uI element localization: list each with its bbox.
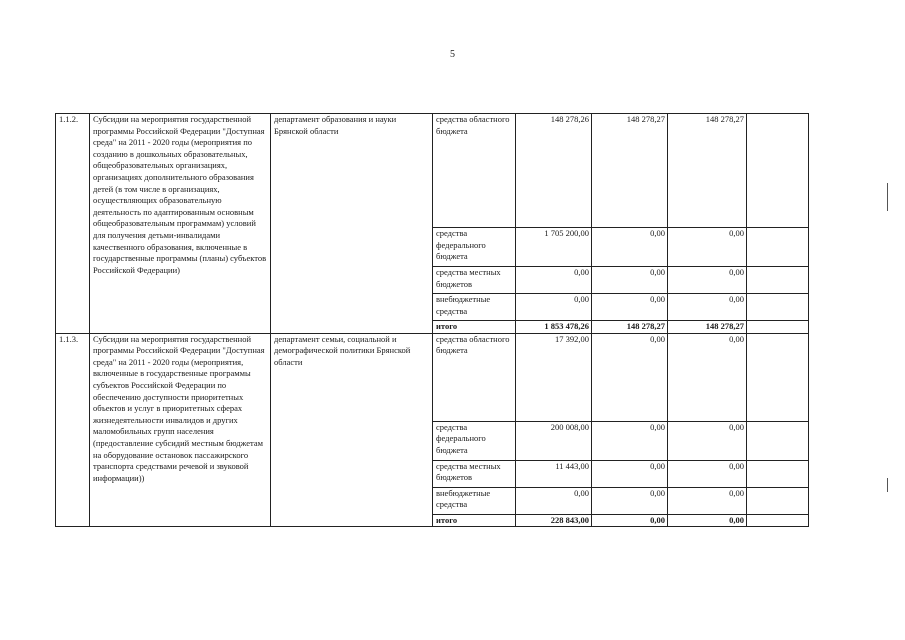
- total-amount-1: 1 853 478,26: [516, 321, 592, 334]
- measure-name: Субсидии на мероприятия государственной программы Российской Федерации "Доступная среда" на 2011 - 2020 годы (мероприятия по созданию в дошкольных образовательных, общеобразовательных организациях, организациях дополнительного образования детей (в том числе в организациях, осуществляющих образовательную деятельность по адаптированным основным общеобразовательным программам) условий для получения детьми-инвалидами качественного образования, включенные в государственные программы (планы) субъектов Российской Федерации): [90, 114, 271, 334]
- empty-cell: [747, 460, 809, 487]
- amount-2: 0,00: [592, 267, 668, 294]
- row-number: 1.1.3.: [56, 333, 90, 527]
- amount-2: 0,00: [592, 333, 668, 421]
- funding-source: средства федерального бюджета: [433, 421, 516, 460]
- executor: департамент образования и науки Брянской области: [271, 114, 433, 334]
- amount-2: 0,00: [592, 228, 668, 267]
- amount-1: 200 008,00: [516, 421, 592, 460]
- total-label: итого: [433, 514, 516, 527]
- measure-name: Субсидии на мероприятия государственной программы Российской Федерации "Доступная среда" на 2011 - 2020 годы (мероприятия, включенные в государственные программы субъектов Российской Федерации по обеспечению доступности приоритетных объектов и услуг в приоритетных сферах жизнедеятельности инвалидов и других маломобильных групп населения (предоставление субсидий местным бюджетам на оборудование остановок пассажирского транспорта средствами речевой и звуковой информации)): [90, 333, 271, 527]
- total-amount-1: 228 843,00: [516, 514, 592, 527]
- empty-cell: [747, 321, 809, 334]
- empty-cell: [747, 294, 809, 321]
- amount-1: 11 443,00: [516, 460, 592, 487]
- amount-3: 0,00: [668, 228, 747, 267]
- amount-2: 0,00: [592, 294, 668, 321]
- empty-cell: [747, 487, 809, 514]
- funding-source: средства местных бюджетов: [433, 460, 516, 487]
- amount-2: 0,00: [592, 460, 668, 487]
- empty-cell: [747, 267, 809, 294]
- empty-cell: [747, 333, 809, 421]
- amount-1: 0,00: [516, 294, 592, 321]
- funding-source: средства областного бюджета: [433, 333, 516, 421]
- amount-1: 148 278,26: [516, 114, 592, 228]
- total-amount-2: 0,00: [592, 514, 668, 527]
- empty-cell: [747, 514, 809, 527]
- amount-3: 0,00: [668, 460, 747, 487]
- amount-1: 17 392,00: [516, 333, 592, 421]
- total-amount-3: 148 278,27: [668, 321, 747, 334]
- total-label: итого: [433, 321, 516, 334]
- funding-source: внебюджетные средства: [433, 487, 516, 514]
- amount-3: 0,00: [668, 421, 747, 460]
- amount-2: 0,00: [592, 487, 668, 514]
- total-amount-3: 0,00: [668, 514, 747, 527]
- amount-2: 0,00: [592, 421, 668, 460]
- empty-cell: [747, 421, 809, 460]
- amount-3: 0,00: [668, 487, 747, 514]
- amount-2: 148 278,27: [592, 114, 668, 228]
- amount-3: 0,00: [668, 294, 747, 321]
- amount-3: 0,00: [668, 333, 747, 421]
- amount-1: 0,00: [516, 267, 592, 294]
- table-row: [56, 333, 809, 421]
- empty-cell: [747, 114, 809, 228]
- empty-cell: [747, 228, 809, 267]
- margin-tick-mark: [887, 478, 888, 492]
- table-row: [56, 114, 809, 228]
- total-amount-2: 148 278,27: [592, 321, 668, 334]
- funding-source: внебюджетные средства: [433, 294, 516, 321]
- program-table: [55, 113, 809, 527]
- funding-source: средства федерального бюджета: [433, 228, 516, 267]
- margin-tick-mark: [887, 183, 888, 211]
- amount-3: 0,00: [668, 267, 747, 294]
- amount-3: 148 278,27: [668, 114, 747, 228]
- funding-source: средства местных бюджетов: [433, 267, 516, 294]
- amount-1: 1 705 200,00: [516, 228, 592, 267]
- page-number: 5: [450, 49, 455, 60]
- executor: департамент семьи, социальной и демографической политики Брянской области: [271, 333, 433, 527]
- funding-source: средства областного бюджета: [433, 114, 516, 228]
- amount-1: 0,00: [516, 487, 592, 514]
- row-number: 1.1.2.: [56, 114, 90, 334]
